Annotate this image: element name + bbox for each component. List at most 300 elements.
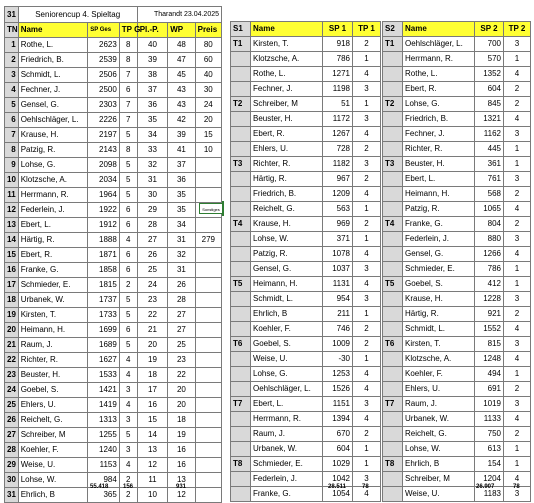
player-name-cell: Heimann, H. [403,187,475,202]
preis-cell [195,173,221,188]
sp2-cell: 1133 [475,412,504,427]
sp2-cell: 691 [475,382,504,397]
tp-ges-cell: 5 [119,308,137,323]
col-header-name: Name [403,22,475,37]
sp1-cell: 1042 [323,472,353,487]
player-name-cell: Richter, R. [403,142,475,157]
tp2-cell: 2 [504,97,531,112]
sp1-cell: 51 [323,97,353,112]
table-row [231,97,381,112]
col-header-name: Name [251,22,323,37]
tp1-cell: 4 [353,367,381,382]
wp-cell: 43 [168,98,195,113]
table-row [383,82,531,97]
tp1-cell: 2 [353,217,381,232]
preis-cell [195,293,221,308]
player-name-cell: Herrmann, R. [403,52,475,67]
table-row [231,142,381,157]
rank-cell: 4 [5,83,19,98]
sp2-cell: 570 [475,52,504,67]
table-row [383,97,531,112]
sp1-cell: 786 [323,52,353,67]
table-row [231,442,381,457]
player-name-cell: Goebel, S. [251,337,323,352]
table-number-cell: T6 [231,337,251,352]
table-number-cell [383,322,403,337]
wp-cell: 20 [168,398,195,413]
table-number-cell [383,172,403,187]
wp-cell: 26 [168,278,195,293]
wp-cell: 27 [168,308,195,323]
player-name-cell: Schmidt, L. [18,68,88,83]
tp-ges-cell: 6 [119,203,137,218]
platz-punkte-cell: 33 [137,143,168,158]
sp2-cell: 1248 [475,352,504,367]
tp1-cell: 2 [353,427,381,442]
platz-punkte-cell: 18 [137,368,168,383]
player-name-cell: Federlein, J. [18,203,88,218]
tp-ges-cell: 7 [119,113,137,128]
sp1-cell: 563 [323,202,353,217]
player-name-cell: Krause, H. [18,128,88,143]
series-2-header-row [383,22,531,37]
tp-ges-cell: 2 [119,473,137,488]
table-row [231,37,381,52]
table-row [383,277,531,292]
wp-cell: 27 [168,323,195,338]
sp-ges-cell: 1689 [88,338,120,353]
preis-cell [195,353,221,368]
preis-cell [195,323,221,338]
table-row [383,187,531,202]
table-row [5,428,222,443]
wp-cell: 35 [168,203,195,218]
tp1-cell: 2 [353,142,381,157]
sp1-cell: 969 [323,217,353,232]
table-row [231,412,381,427]
rank-cell: 6 [5,113,19,128]
player-name-cell: Fechner, J. [18,83,88,98]
series-1-header-row [231,22,381,37]
col-header-s2: S2 [383,22,403,37]
sp-ges-cell: 1255 [88,428,120,443]
table-number-cell [383,487,403,502]
player-name-cell: Weise, U. [251,352,323,367]
tp1-cell: 4 [353,382,381,397]
preis-cell [195,383,221,398]
wp-cell: 28 [168,293,195,308]
sp2-cell: 445 [475,142,504,157]
tp1-cell: 1 [353,457,381,472]
wp-cell: 25 [168,338,195,353]
table-row [5,443,222,458]
tp2-cell: 4 [504,112,531,127]
sp2-cell: 1019 [475,397,504,412]
table-row [383,202,531,217]
preis-cell [195,443,221,458]
tp1-cell: 4 [353,187,381,202]
preis-cell [195,158,221,173]
table-row [231,487,381,502]
rank-cell: 18 [5,293,19,308]
player-name-cell: Patzig, R. [18,143,88,158]
table-row [5,68,222,83]
table-row [5,263,222,278]
player-name-cell: Ehrlich, B [251,307,323,322]
wp-cell: 37 [168,158,195,173]
tp-ges-cell: 7 [119,68,137,83]
platz-punkte-cell: 25 [137,263,168,278]
total-sp1: 28.511 [328,484,347,490]
table-number-cell [231,52,251,67]
sp2-cell: 361 [475,157,504,172]
table-row [5,98,222,113]
rank-cell: 8 [5,143,19,158]
tp1-cell: 4 [353,127,381,142]
sp-ges-cell: 1313 [88,413,120,428]
sp2-cell: 804 [475,217,504,232]
player-name-cell: Gensel, G. [403,247,475,262]
col-header-tp-ges: TP G [119,23,137,38]
sp2-cell: 880 [475,232,504,247]
sp1-cell: 604 [323,442,353,457]
sp-ges-cell: 1871 [88,248,120,263]
preis-cell: 40 [195,68,221,83]
tp-ges-cell: 8 [119,143,137,158]
table-row [383,307,531,322]
rank-cell: 27 [5,428,19,443]
table-number-cell: T7 [383,397,403,412]
wp-cell: 31 [168,233,195,248]
sp1-cell: 728 [323,142,353,157]
total-tp2: 78 [513,484,520,490]
player-name-cell: Federlein, J. [403,232,475,247]
table-number-cell [231,247,251,262]
sp1-cell: 1054 [323,487,353,502]
table-number-cell [383,412,403,427]
table-number-cell: T8 [383,457,403,472]
table-row [383,487,531,502]
sp-ges-cell: 1699 [88,323,120,338]
platz-punkte-cell: 16 [137,398,168,413]
total-sp2: 26.907 [476,484,495,490]
sp-ges-cell: 2143 [88,143,120,158]
sp-ges-cell: 984 [88,473,120,488]
sp2-cell: 786 [475,262,504,277]
player-name-cell: Koehler, F. [403,367,475,382]
tp2-cell: 3 [504,487,531,502]
player-name-cell: Koehler, F. [251,322,323,337]
series-2-table [382,21,531,502]
player-name-cell: Raum, J. [18,338,88,353]
sp1-cell: 1029 [323,457,353,472]
tp-ges-cell: 2 [119,278,137,293]
player-name-cell: Härtig, R. [403,307,475,322]
table-number-cell: T5 [383,277,403,292]
sp1-cell: 1253 [323,367,353,382]
total-tp1: 78 [362,484,369,490]
table-number-cell [231,127,251,142]
tp-ges-cell: 3 [119,413,137,428]
sp-ges-cell: 2623 [88,38,120,53]
tp1-cell: 3 [353,82,381,97]
sp1-cell: 918 [323,37,353,52]
table-row [383,397,531,412]
rank-cell: 31 [5,488,19,503]
table-row [231,217,381,232]
platz-punkte-cell: 14 [137,428,168,443]
tp-ges-cell: 3 [119,383,137,398]
player-name-cell: Schreiber, M [251,97,323,112]
rank-cell: 15 [5,248,19,263]
player-name-cell: Fechner, J. [251,82,323,97]
tp-ges-cell: 6 [119,248,137,263]
player-name-cell: Franke, G. [403,217,475,232]
series-2-body [383,37,531,502]
table-row [231,292,381,307]
wp-cell: 20 [168,383,195,398]
tp-ges-cell: 5 [119,428,137,443]
player-name-cell: Lohse, G. [18,158,88,173]
col-header-sp1: SP 1 [323,22,353,37]
table-row [231,82,381,97]
table-row [383,52,531,67]
tp-ges-cell: 3 [119,443,137,458]
table-number-cell [231,472,251,487]
player-name-cell: Goebel, S. [18,383,88,398]
tp-ges-cell: 6 [119,218,137,233]
sp1-cell: 371 [323,232,353,247]
wp-cell: 16 [168,458,195,473]
tp1-cell: 2 [353,322,381,337]
rank-cell: 14 [5,233,19,248]
table-row [5,248,222,263]
table-number-cell [231,67,251,82]
table-row [231,307,381,322]
rank-cell: 29 [5,458,19,473]
table-row [383,337,531,352]
player-name-cell: Richter, R. [251,157,323,172]
tp2-cell: 1 [504,442,531,457]
preis-cell [195,458,221,473]
table-row [5,383,222,398]
tp2-cell: 4 [504,67,531,82]
table-row [383,352,531,367]
table-row [383,37,531,52]
series-1-table [230,21,381,502]
total-wp: 931 [176,484,187,490]
rank-cell: 21 [5,338,19,353]
table-row [383,142,531,157]
sp-ges-cell: 1421 [88,383,120,398]
player-name-cell: Franke, G. [251,487,323,502]
event-date: Tharandt 23.04.2025 [137,7,221,23]
tp-ges-cell: 5 [119,173,137,188]
table-number-cell: T3 [231,157,251,172]
player-name-cell: Herrmann, R. [18,188,88,203]
tp2-cell: 1 [504,367,531,382]
table-number-cell [231,307,251,322]
col-header-s1: S1 [231,22,251,37]
table-row [231,157,381,172]
platz-punkte-cell: 35 [137,113,168,128]
platz-punkte-cell: 12 [137,458,168,473]
platz-punkte-cell: 22 [137,308,168,323]
table-row [5,353,222,368]
rank-cell: 13 [5,218,19,233]
table-row [231,127,381,142]
table-row [231,277,381,292]
wp-cell: 12 [168,488,195,503]
tp1-cell: 4 [353,412,381,427]
table-number-cell [383,367,403,382]
rank-cell: 19 [5,308,19,323]
table-number-cell: T1 [231,37,251,52]
sp-ges-cell: 1912 [88,218,120,233]
player-name-cell: Lohse, W. [18,473,88,488]
tp2-cell: 4 [504,202,531,217]
table-number-cell [231,112,251,127]
player-name-cell: Weise, U. [18,458,88,473]
table-row [5,83,222,98]
tp1-cell: 4 [353,487,381,502]
preis-cell [195,308,221,323]
table-number-cell [383,382,403,397]
table-row [383,67,531,82]
sp1-cell: 211 [323,307,353,322]
sp2-cell: 1162 [475,127,504,142]
table-row [231,352,381,367]
tp-ges-cell: 4 [119,353,137,368]
table-number-cell [231,202,251,217]
player-name-cell: Lohse, G. [251,367,323,382]
tp-ges-cell: 6 [119,323,137,338]
table-row [231,397,381,412]
tp2-cell: 3 [504,337,531,352]
sp1-cell: 670 [323,427,353,442]
sp-ges-cell: 2098 [88,158,120,173]
player-name-cell: Ebert, R. [18,248,88,263]
table-number-cell [231,382,251,397]
tp1-cell: 3 [353,157,381,172]
player-name-cell: Urbanek, W. [251,442,323,457]
tp1-cell: 1 [353,202,381,217]
table-row [5,488,222,503]
wp-cell: 31 [168,263,195,278]
player-name-cell: Friedrich, B. [251,187,323,202]
rank-cell: 5 [5,98,19,113]
sp1-cell: 1209 [323,187,353,202]
table-number-cell [383,232,403,247]
sp-ges-cell: 1533 [88,368,120,383]
wp-cell: 13 [168,473,195,488]
tp1-cell: 4 [353,247,381,262]
tp-ges-cell: 5 [119,128,137,143]
table-number-cell [383,427,403,442]
wp-cell: 23 [168,353,195,368]
table-row [383,412,531,427]
table-row [383,367,531,382]
wp-cell: 18 [168,413,195,428]
player-name-cell: Oehlschläger, L. [18,113,88,128]
tp-ges-cell: 7 [119,98,137,113]
sp2-cell: 604 [475,82,504,97]
player-name-cell: Kirsten, T. [251,37,323,52]
platz-punkte-cell: 24 [137,278,168,293]
player-name-cell: Beuster, H. [251,112,323,127]
sp1-cell: 1151 [323,397,353,412]
tp1-cell: 1 [353,442,381,457]
tp2-cell: 1 [504,157,531,172]
table-row [383,232,531,247]
tp-ges-cell: 4 [119,458,137,473]
tp-ges-cell: 6 [119,263,137,278]
table-row [383,382,531,397]
tp-ges-cell: 5 [119,158,137,173]
table-number-cell [383,292,403,307]
table-row [383,157,531,172]
preis-cell: 10 [195,143,221,158]
rank-cell: 3 [5,68,19,83]
table-row [5,308,222,323]
tp2-cell: 2 [504,187,531,202]
table-number-cell: T6 [383,337,403,352]
total-sp-ges: 55.418 [90,484,109,490]
player-name-cell: Ebert, L. [403,172,475,187]
tp2-cell: 2 [504,307,531,322]
sp2-cell: 845 [475,97,504,112]
table-row [5,143,222,158]
preis-cell [195,188,221,203]
table-number-cell [231,412,251,427]
sp-ges-cell: 1419 [88,398,120,413]
table-number-cell [231,232,251,247]
sp-ges-cell: 1627 [88,353,120,368]
sp-ges-cell: 1888 [88,233,120,248]
rank-cell: 22 [5,353,19,368]
platz-punkte-cell: 15 [137,413,168,428]
player-name-cell: Rothe, L. [251,67,323,82]
sp1-cell: 1172 [323,112,353,127]
preis-cell: 279 [195,233,221,248]
preis-cell: 60 [195,53,221,68]
table-number-cell [383,67,403,82]
player-name-cell: Oehlschläger, L. [403,37,475,52]
tp2-cell: 4 [504,352,531,367]
table-row [231,187,381,202]
player-name-cell: Koehler, F. [18,443,88,458]
preis-cell [195,398,221,413]
preis-cell [195,413,221,428]
player-name-cell: Schreiber, M [18,428,88,443]
player-name-cell: Gensel, G. [251,262,323,277]
player-name-cell: Gensel, G. [18,98,88,113]
table-number-cell [383,127,403,142]
rank-cell: 16 [5,263,19,278]
table-row [231,202,381,217]
rank-cell: 20 [5,323,19,338]
table-row [383,172,531,187]
player-name-cell: Schmieder, E. [251,457,323,472]
table-row [231,52,381,67]
sp-ges-cell: 1737 [88,293,120,308]
platz-punkte-cell: 20 [137,338,168,353]
table-row [5,173,222,188]
table-number-cell [383,472,403,487]
sp2-cell: 1183 [475,487,504,502]
player-name-cell: Federlein, J. [251,472,323,487]
preis-cell: 80 [195,38,221,53]
